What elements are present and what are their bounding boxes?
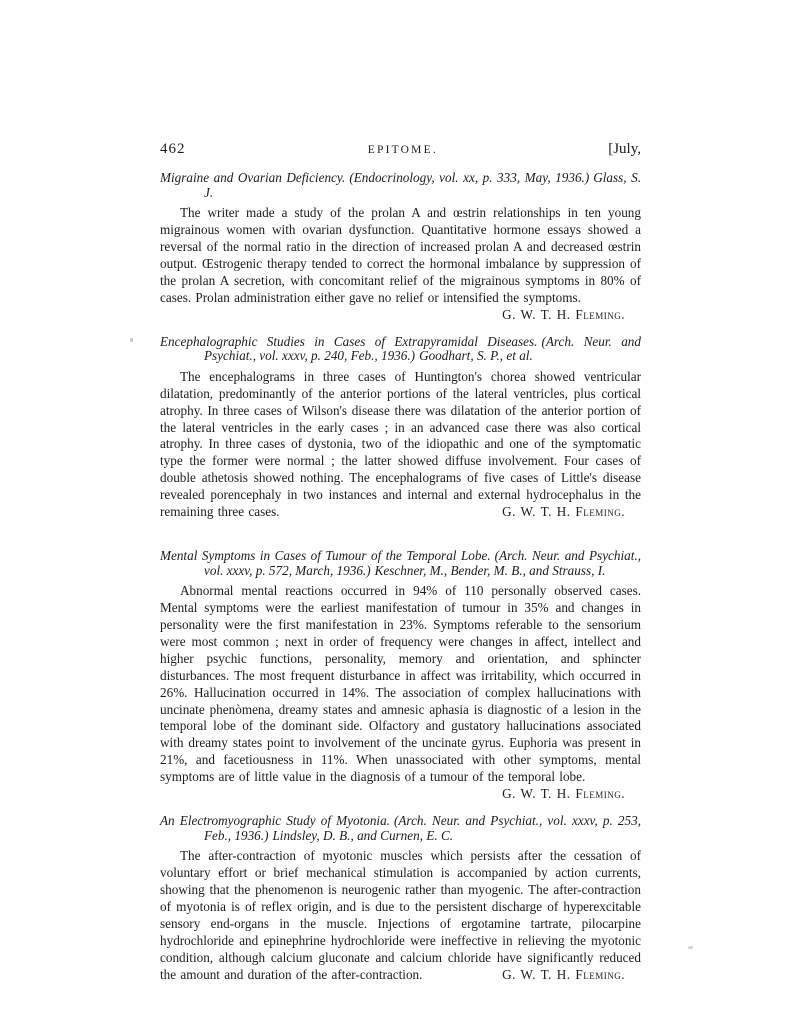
page-number: 462 [160, 141, 186, 157]
entry-citation: (Arch. Neur. and Psychiat., vol. xxxv, p. 253, Feb., 1936.) [204, 813, 641, 843]
entry-citation: (Arch. Neur. and Psychiat., vol. xxxv, p. 240, Feb., 1936.) [204, 333, 641, 364]
entry-heading [160, 549, 641, 578]
abstract-entry-mental-symptoms [160, 547, 642, 802]
text-block [160, 141, 641, 983]
reviewer-signature: G. W. T. H. Fleming. [502, 786, 625, 802]
entry-body [160, 205, 641, 322]
entry-title: An Electromyographic Study of Myotonia. [160, 813, 390, 829]
abstract-entry-encephalographic [160, 335, 641, 521]
entry-authors: Glass, S. J. [204, 170, 641, 200]
reviewer-signature: G. W. T. H. Fleming. [502, 504, 625, 520]
issue-label: [July, [608, 141, 641, 157]
entry-body [160, 848, 641, 983]
entry-citation: (Arch. Neur. and Psychiat., vol. xxxv, p. 572, March, 1936.) [204, 547, 642, 578]
entry-authors: Keschner, M., Bender, M. B., and Strauss, I. [374, 562, 606, 578]
reviewer-signature: G. W. T. H. Fleming. [502, 966, 625, 982]
scan-speck [688, 946, 693, 949]
entry-title: Encephalographic Studies in Cases of Extrapyramidal Diseases. [160, 333, 538, 349]
page-header [160, 141, 641, 158]
entry-body-text: The encephalograms in three cases of Huntington's chorea showed ventricular dilatation, predominantly of the anterior portions of the lateral ventricles, plus cortical atrophy. In three cases of Wilson's disease there was dilatation of the anterior portion of the lateral ventricles in the early cases ; in an advanced case there was also cortical atrophy. In three cases of dystonia, two of the idiopathic and one of the symptomatic type the former were normal ; the latter showed diffuse involvement. Four cases of double athetosis showed nothing. The encephalograms of five cases of Little's disease revealed porencephaly in two instances and internal and external hydrocephalus in the remaining three cases. [160, 368, 641, 520]
abstract-entry-electromyographic [160, 814, 641, 983]
entry-authors: Lindsley, D. B., and Curnen, E. C. [272, 827, 454, 843]
entry-body-text: The writer made a study of the prolan A and œstrin relationships in ten young migrainous women with ovarian dysfunction. Quantitative hormone essays showed a reversal of the normal ratio in the direction of increased prolan A and decreased œstrin output. Œstrogenic therapy tended to correct the hormonal imbalance by suppression of the prolan A secretion, with concomitant relief of the migrainous symptoms in 80% of cases. Prolan administration either gave no relief or intensified the symptoms. [160, 205, 641, 305]
entry-body-text: The after-contraction of myotonic muscles which persists after the cessation of voluntary effort or brief mechanical stimulation is accompanied by action currents, showing that the phenomenon is neurogenic rather than myogenic. The after-contraction of myotonia is of reflex origin, and is due to the persistent discharge of hyperexcitable sensory end-organs in the muscle. Injections of ergotamine tartrate, pilocarpine hydrochloride and epinephrine hydrochloride were ineffective in relieving the myotonic condition, although calcium gluconate and calcium chloride have significantly reduced the amount and duration of the after-contraction. [160, 848, 641, 982]
entry-heading [160, 171, 641, 200]
scan-speck [130, 338, 133, 342]
entry-heading [160, 335, 641, 364]
entry-title: Mental Symptoms in Cases of Tumour of the Temporal Lobe. [160, 547, 491, 563]
entry-title: Migraine and Ovarian Deficiency. [160, 170, 346, 185]
reviewer-signature: G. W. T. H. Fleming. [502, 306, 625, 322]
abstract-entry-migraine [160, 170, 641, 322]
entry-body [160, 369, 641, 521]
entry-authors: Goodhart, S. P., et al. [419, 348, 533, 364]
entry-body-text: Abnormal mental reactions occurred in 94% of 110 personally observed cases. Mental symptoms were the earliest manifestation of tumour in 35% and changes in personality were the first manifestation in 23%. Symptoms referable to the sensorium were most common ; next in order of frequency were changes in affect, intellect and higher psychic functions, personality, memory and orientation, and sphincter disturbances. The most frequent disturbance in affect was irritability, which occurred in 26%. Hallucination occurred in 14%. The association of complex hallucinations with uncinate phenòmena, dreamy states and amnesic aphasia is diagnostic of a lesion in the temporal lobe of the dominant side. Olfactory and gustatory hallucinations associated with dreamy states point to involvement of the uncinate gyrus. Euphoria was present in 21%, and facetiousness in 11%. When unassociated with other symptoms, mental symptoms are of little value in the diagnosis of a tumour of the temporal lobe. [160, 583, 641, 785]
entry-heading [160, 814, 641, 843]
running-title: EPITOME. [367, 144, 438, 156]
entry-body [160, 583, 641, 802]
entry-citation: (Endocrinology, vol. xx, p. 333, May, 1936.) [349, 170, 590, 185]
